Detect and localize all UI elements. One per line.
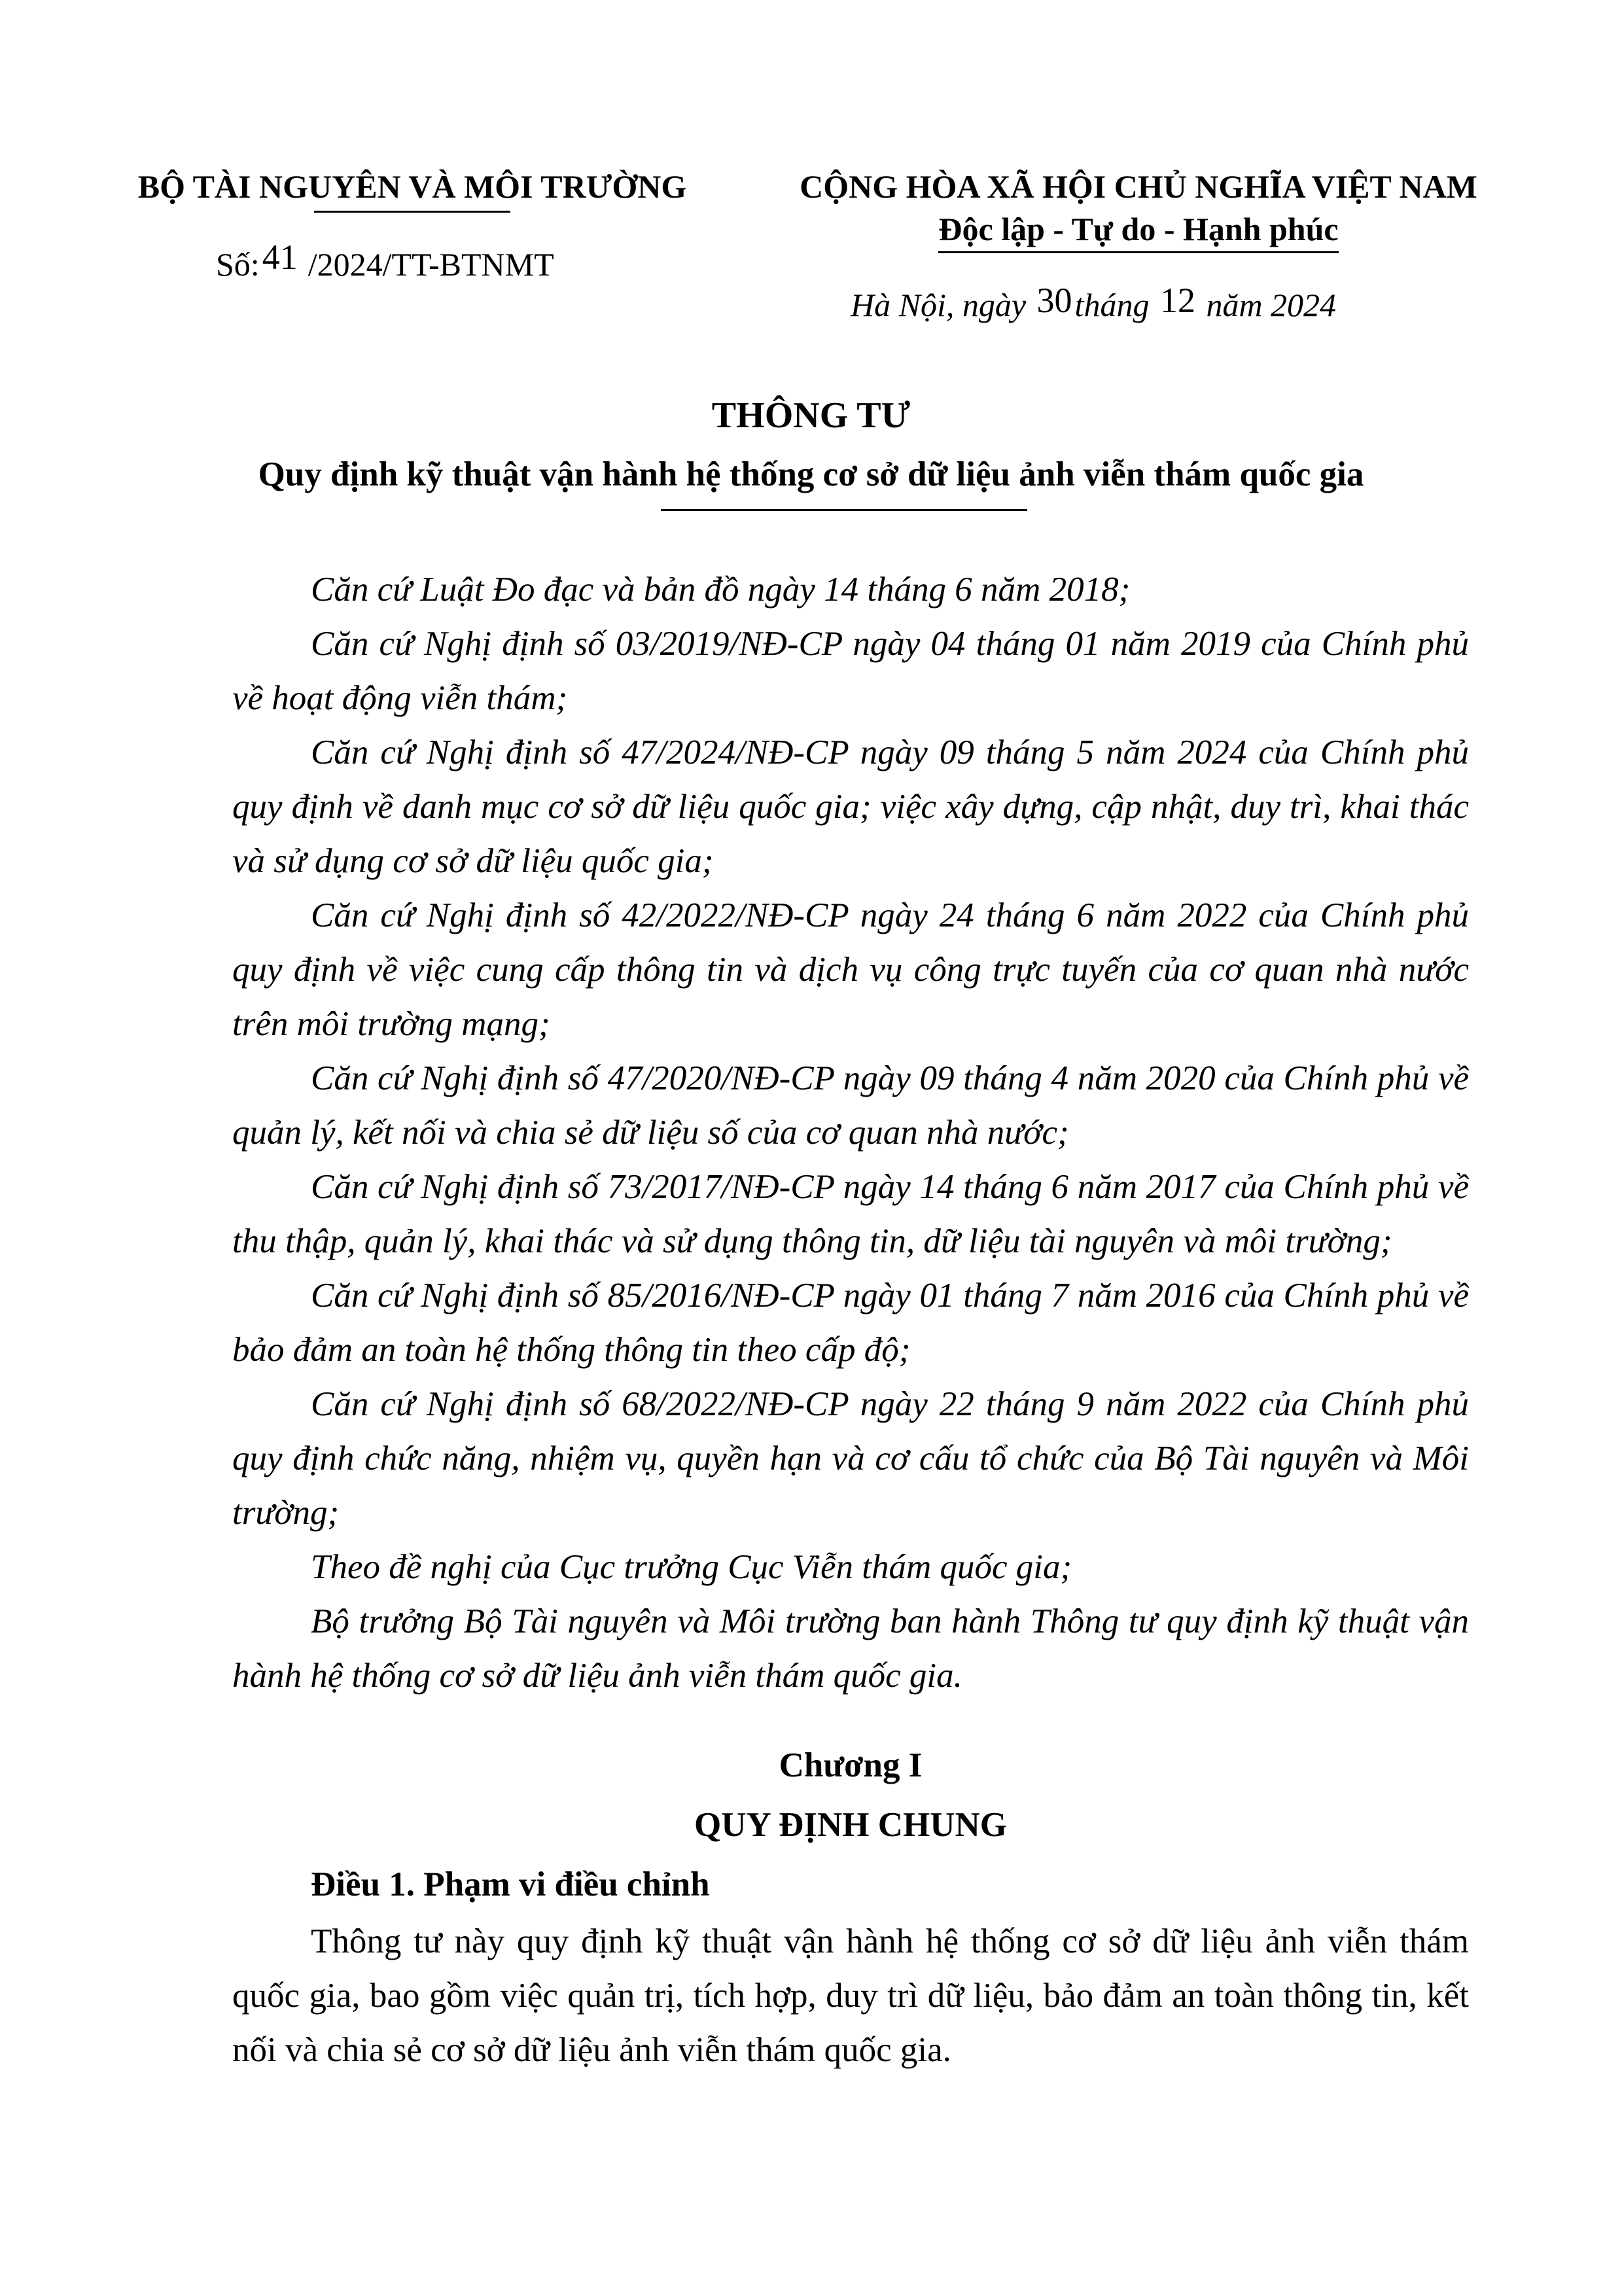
legal-basis-item: Căn cứ Nghị định số 73/2017/NĐ-CP ngày 14 tháng 6 năm 2017 của Chính phủ về thu thập, quản lý, khai thác và sử dụng thông tin, dữ liệu tài nguyên và môi trường; <box>232 1168 1469 1260</box>
document-type: THÔNG TƯ <box>711 395 911 436</box>
issuing-agency-block <box>92 164 733 213</box>
article-text: Thông tư này quy định kỹ thuật vận hành hệ thống cơ sở dữ liệu ảnh viễn thám quốc gia, bao gồm việc quản trị, tích hợp, duy trì dữ liệu, bảo đảm an toàn thông tin, kết nối và chia sẻ cơ sở dữ liệu ảnh viễn thám quốc gia. <box>232 1922 1469 2069</box>
legal-basis-item: Căn cứ Nghị định số 03/2019/NĐ-CP ngày 04 tháng 01 năm 2019 của Chính phủ về hoạt động viễn thám; <box>232 625 1469 717</box>
number-prefix: Số: <box>216 246 260 283</box>
date-month-word: tháng <box>1074 287 1150 323</box>
agency-underline <box>314 211 510 213</box>
document-subject: Quy định kỹ thuật vận hành hệ thống cơ sở dữ liệu ảnh viễn thám quốc gia <box>258 455 1364 493</box>
issue-date <box>851 281 1336 328</box>
chapter-title: QUY ĐỊNH CHUNG <box>694 1806 1007 1844</box>
legal-basis-item: Căn cứ Luật Đo đạc và bản đồ ngày 14 tháng 6 năm 2018; <box>311 571 1131 609</box>
legal-basis-item: Căn cứ Nghị định số 68/2022/NĐ-CP ngày 22 tháng 9 năm 2022 của Chính phủ quy định chức năng, nhiệm vụ, quyền hạn và cơ cấu tổ chức của Bộ Tài nguyên và Môi trường; <box>232 1385 1469 1532</box>
national-motto: Độc lập - Tự do - Hạnh phúc <box>938 209 1338 253</box>
legal-basis-item: Bộ trưởng Bộ Tài nguyên và Môi trường ban hành Thông tư quy định kỹ thuật vận hành hệ thống cơ sở dữ liệu ảnh viễn thám quốc gia. <box>232 1602 1469 1695</box>
legal-basis-item: Căn cứ Nghị định số 42/2022/NĐ-CP ngày 24 tháng 6 năm 2022 của Chính phủ quy định về việc cung cấp thông tin và dịch vụ công trực tuyến của cơ quan nhà nước trên môi trường mạng; <box>232 896 1469 1043</box>
document-body <box>232 563 1469 2077</box>
date-prefix: Hà Nội, ngày <box>851 287 1027 323</box>
document-number <box>216 238 554 287</box>
legal-basis-list <box>232 563 1469 1703</box>
legal-basis-item: Căn cứ Nghị định số 47/2024/NĐ-CP ngày 09 tháng 5 năm 2024 của Chính phủ quy định về danh mục cơ sở dữ liệu quốc gia; việc xây dựng, cập nhật, duy trì, khai thác và sử dụng cơ sở dữ liệu quốc gia; <box>232 733 1469 880</box>
number-value: 41 <box>262 238 298 277</box>
legal-basis-item: Theo đề nghị của Cục trưởng Cục Viễn thám quốc gia; <box>311 1548 1072 1586</box>
title-underline <box>661 509 1027 511</box>
number-suffix: /2024/TT-BTNMT <box>308 246 554 283</box>
legal-basis-item: Căn cứ Nghị định số 85/2016/NĐ-CP ngày 01 tháng 7 năm 2016 của Chính phủ về bảo đảm an toàn hệ thống thông tin theo cấp độ; <box>232 1277 1469 1369</box>
date-year: năm 2024 <box>1206 287 1337 323</box>
national-title: CỘNG HÒA XÃ HỘI CHỦ NGHĨA VIỆT NAM <box>800 168 1477 205</box>
issuing-agency: BỘ TÀI NGUYÊN VÀ MÔI TRƯỜNG <box>137 168 687 205</box>
article-heading: Điều 1. Phạm vi điều chỉnh <box>311 1865 710 1903</box>
chapter-number: Chương I <box>779 1746 923 1784</box>
date-month: 12 <box>1159 281 1195 320</box>
legal-basis-item: Căn cứ Nghị định số 47/2020/NĐ-CP ngày 09 tháng 4 năm 2020 của Chính phủ về quản lý, kết nối và chia sẻ dữ liệu số của cơ quan nhà nước; <box>232 1059 1469 1152</box>
national-header-block <box>733 164 1544 253</box>
date-day: 30 <box>1036 281 1072 320</box>
